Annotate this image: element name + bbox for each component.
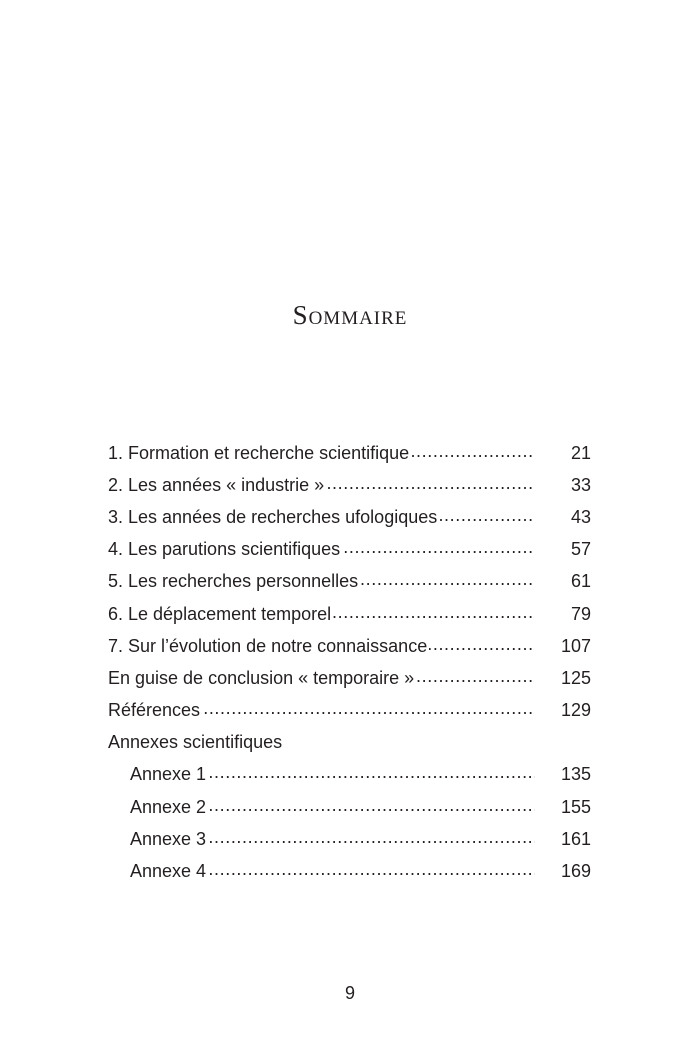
toc-entry-page: 169 (535, 861, 591, 882)
toc-entry-page: 135 (535, 764, 591, 785)
toc-entry-page: 57 (535, 539, 591, 560)
toc-entry-label: 2. Les années « industrie » (108, 474, 325, 495)
toc-entry-label: Annexe 4 (130, 861, 207, 882)
toc-entry[interactable] (108, 630, 591, 662)
toc-entry-page: 43 (535, 507, 591, 528)
toc-entry[interactable] (108, 469, 591, 501)
toc-entry[interactable] (108, 823, 591, 855)
toc-entry-label: En guise de conclusion « temporaire » (108, 667, 415, 688)
toc-entry-label: 1. Formation et recherche scientifique (108, 442, 410, 463)
toc-entry[interactable] (108, 695, 591, 727)
toc-entry-page: 33 (535, 475, 591, 496)
toc-entry[interactable] (108, 759, 591, 791)
toc-entry-page: 21 (535, 443, 591, 464)
toc-entry-label: Annexes scientifiques (108, 732, 283, 753)
toc-entry-page: 161 (535, 829, 591, 850)
toc-entry-label: Annexe 1 (130, 764, 207, 785)
toc-entry-page: 107 (535, 636, 591, 657)
toc-entry-page: 79 (535, 604, 591, 625)
toc-entry[interactable] (108, 501, 591, 533)
toc-entry[interactable] (108, 662, 591, 694)
toc-entry-label: Annexe 3 (130, 828, 207, 849)
toc-entry-label: 5. Les recherches personnelles (108, 571, 359, 592)
page-number: 9 (344, 983, 355, 1003)
toc-entry-label: 6. Le déplacement temporel (108, 603, 332, 624)
toc-entry-label: 4. Les parutions scientifiques (108, 539, 341, 560)
toc-entry-page: 125 (535, 668, 591, 689)
toc-entry-label: Références (108, 700, 201, 721)
toc-entry-label: 7. Sur l’évolution de notre connaissance (108, 635, 428, 656)
toc-entry-label: 3. Les années de recherches ufologiques (108, 506, 438, 527)
toc-entry[interactable] (108, 534, 591, 566)
page-title: Sommaire (292, 300, 408, 330)
toc-entry[interactable] (108, 566, 591, 598)
table-of-contents (108, 437, 591, 888)
toc-entry-page: 61 (535, 571, 591, 592)
toc-entry[interactable] (108, 437, 591, 469)
toc-section-heading (108, 727, 591, 759)
toc-entry[interactable] (108, 855, 591, 887)
toc-entry-page: 155 (535, 797, 591, 818)
toc-entry-page: 129 (535, 700, 591, 721)
toc-entry-label: Annexe 2 (130, 796, 207, 817)
toc-entry[interactable] (108, 791, 591, 823)
toc-entry[interactable] (108, 598, 591, 630)
